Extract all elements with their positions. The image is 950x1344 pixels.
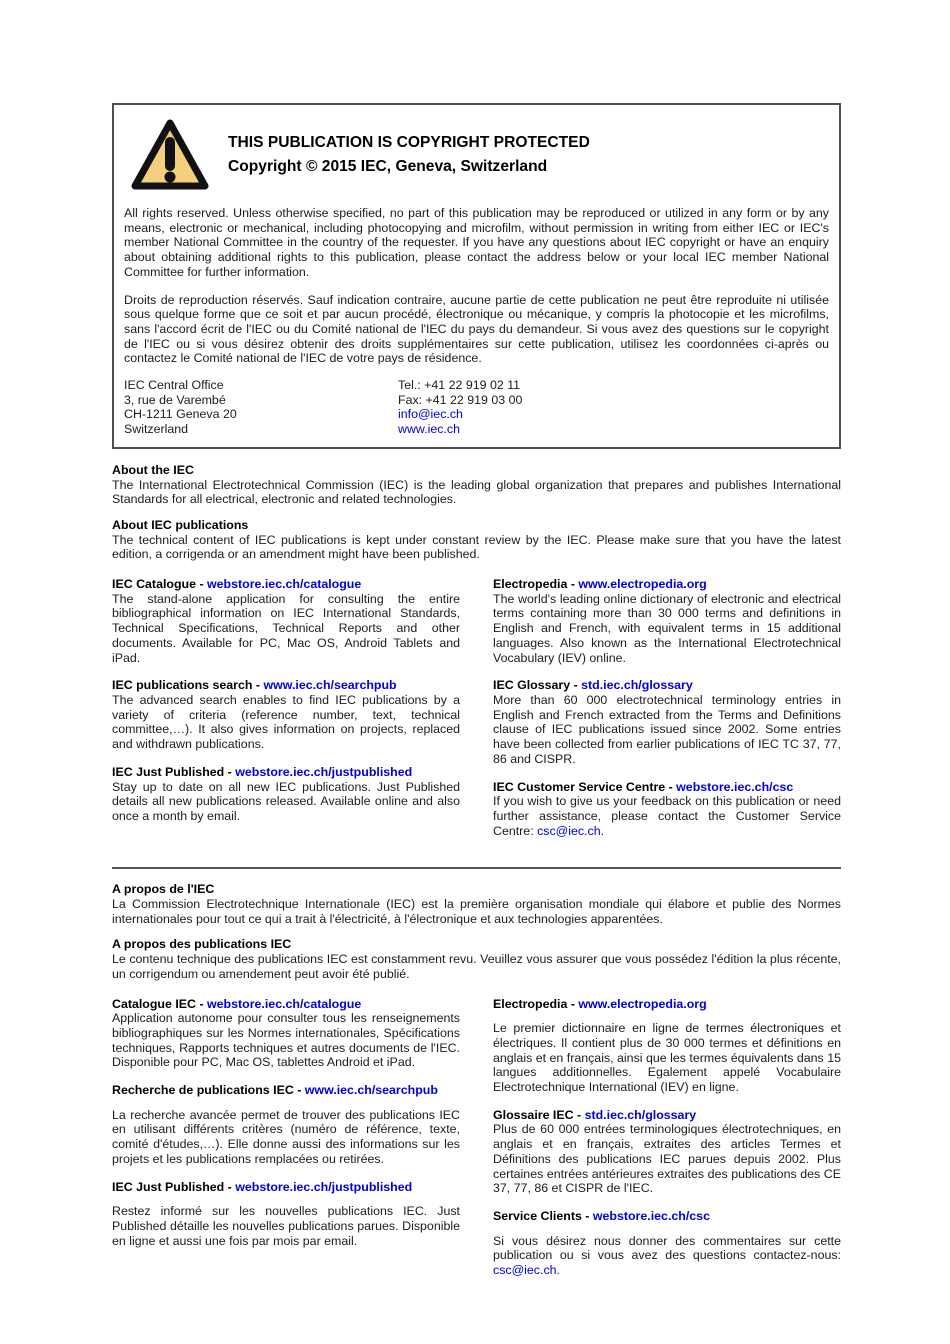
address-line: Switzerland (124, 422, 189, 437)
copyright-titles (228, 134, 590, 176)
address-line: CH-1211 Geneva 20 (124, 407, 237, 422)
contact-web-link[interactable]: www.iec.ch (398, 422, 460, 437)
pub-title: IEC Just Published (112, 1179, 225, 1194)
pub-separator: - (573, 1107, 585, 1122)
pub-heading (493, 577, 841, 592)
pub-separator: - (581, 1208, 593, 1223)
pub-separator: - (252, 678, 264, 693)
about-the-iec-body: The International Electrotechnical Commission (IEC) is the leading global organization that prepares and publishes International Standards for all electrical, electronic and related technologies. (112, 477, 841, 507)
pub-block-iec-just-published (112, 765, 460, 824)
section-english (112, 463, 841, 851)
pub-block-recherche-de-publications-iec (112, 1083, 460, 1167)
pub-separator: - (567, 996, 579, 1011)
pub-separator: - (224, 764, 236, 779)
pub-title: IEC Glossary (493, 678, 571, 693)
contact-block (124, 378, 829, 437)
pub-body-text: . (600, 823, 605, 838)
heading-a-propos-des-publications-iec: A propos des publications IEC (112, 937, 292, 952)
pub-block-electropedia (493, 577, 841, 665)
pub-link[interactable]: webstore.iec.ch/justpublished (235, 764, 413, 779)
pub-block-service-clients (493, 1209, 841, 1278)
pub-title: IEC Catalogue (112, 577, 196, 592)
pub-body (493, 1234, 841, 1278)
about-iec-publications-body: The technical content of IEC publications is kept under constant review by the IEC. Please make sure that you have the latest edition, a corrigenda or an amendment might have been published. (112, 532, 841, 562)
pub-heading (112, 678, 460, 693)
pub-title: Catalogue IEC (112, 996, 196, 1011)
english-columns (112, 577, 841, 851)
english-left-column (112, 577, 460, 851)
address-line: 3, rue de Varembé (124, 392, 226, 407)
a-propos-des-publications-iec-body: Le contenu technique des publications IEC est constamment revu. Veuillez vous assurer que vous possédez l'édition la plus récente, un corrigendum ou amendement peut avoir été publié. (112, 952, 841, 981)
section-french (112, 882, 841, 1290)
pub-title: Service Clients (493, 1208, 582, 1223)
pub-block-iec-publications-search (112, 678, 460, 752)
pub-block-catalogue-iec (112, 997, 460, 1071)
pub-title: Recherche de publications IEC (112, 1083, 294, 1098)
pub-link[interactable]: webstore.iec.ch/csc (676, 779, 794, 794)
pub-separator: - (665, 779, 677, 794)
heading-a-propos-de-l-iec: A propos de l'IEC (112, 882, 215, 897)
english-right-column (493, 577, 841, 851)
pub-title: IEC Customer Service Centre (493, 779, 666, 794)
pub-body: Application autonome pour consulter tous les renseignements bibliographiques sur les Normes internationales, Spécifications techniques, Rapports techniques et autres documents de l'IEC. Disponible pour PC, Mac OS, tablettes Android et iPad. (112, 1011, 460, 1070)
pub-title: Glossaire IEC (493, 1107, 574, 1122)
copyright-title-line1: THIS PUBLICATION IS COPYRIGHT PROTECTED (228, 134, 590, 151)
heading-about-iec-publications: About IEC publications (112, 517, 249, 532)
pub-link[interactable]: webstore.iec.ch/catalogue (207, 577, 362, 592)
pub-body-text: Si vous désirez nous donner des commentaires sur cette publication ou si vous avez des questions contactez-nous: (493, 1233, 841, 1263)
csc-email-link[interactable]: csc@iec.ch (537, 823, 601, 838)
french-columns (112, 997, 841, 1291)
pub-body: Plus de 60 000 entrées terminologiques électrotechniques, en anglais et en français, extraites des articles Termes et Définitions des publications IEC parues depuis 2002. Plus certaines entrées antérieures extraites des publications des CE 37, 77, 86 et CISPR de l'IEC. (493, 1122, 841, 1196)
pub-body: Le premier dictionnaire en ligne de termes électroniques et électriques. Il contient plus de 30 000 termes et définitions en anglais et en français, ainsi que les termes équivalents dans 15 langues additionnelles. Egalement appelé Vocabulaire Electrotechnique International (IEV) en ligne. (493, 1021, 841, 1095)
pub-separator: - (224, 1179, 236, 1194)
pub-block-electropedia-fr (493, 997, 841, 1095)
pub-body: The world's leading online dictionary of electronic and electrical terms containing more than 30 000 terms and definitions in English and French, with equivalent terms in 15 additional languages. Also known as the International Electrotechnical Vocabulary (IEV) online. (493, 591, 841, 665)
pub-body: La recherche avancée permet de trouver des publications IEC en utilisant différents critères (numéro de référence, texte, comité d'études,…). Elle donne aussi des informations sur les projets et les publications remplacées ou retirées. (112, 1107, 460, 1166)
pub-heading (493, 780, 841, 795)
heading-about-the-iec: About the IEC (112, 462, 194, 477)
pub-separator: - (196, 577, 208, 592)
address-column (124, 378, 398, 437)
pub-link[interactable]: webstore.iec.ch/justpublished (235, 1179, 413, 1194)
pub-heading (493, 678, 841, 693)
pub-block-iec-customer-service-centre (493, 780, 841, 839)
pub-body: Restez informé sur les nouvelles publications IEC. Just Published détaille les nouvelles publications parues. Disponible en ligne et aussi une fois par mois par email. (112, 1204, 460, 1248)
csc-email-link[interactable]: csc@iec.ch (493, 1263, 557, 1278)
pub-link[interactable]: www.iec.ch/searchpub (263, 678, 397, 693)
contact-column (398, 378, 829, 437)
pub-heading (112, 1083, 460, 1098)
pub-link[interactable]: www.electropedia.org (578, 577, 707, 592)
pub-heading (493, 1209, 841, 1224)
french-right-column (493, 997, 841, 1291)
pub-body: The advanced search enables to find IEC publications by a variety of criteria (reference number, text, technical committee,…). It also gives information on projects, replaced and withdrawn publications. (112, 692, 460, 752)
contact-fax: Fax: +41 22 919 03 00 (398, 392, 523, 407)
pub-heading (112, 577, 460, 592)
pub-title: IEC Just Published (112, 764, 225, 779)
french-left-column (112, 997, 460, 1291)
pub-link[interactable]: webstore.iec.ch/csc (592, 1208, 710, 1223)
copyright-title-line2: Copyright © 2015 IEC, Geneva, Switzerland (228, 158, 548, 175)
page-content (112, 103, 841, 1291)
pub-body: The stand-alone application for consulting the entire bibliographical information on IEC International Standards, Technical Specifications, Technical Reports and other documents. Available for PC, Mac OS, Android Tablets and iPad. (112, 591, 460, 665)
pub-body: Stay up to date on all new IEC publications. Just Published details all new publications released. Available online and also once a month by email. (112, 779, 460, 823)
pub-link[interactable]: std.iec.ch/glossary (581, 678, 693, 693)
pub-title: IEC publications search (112, 678, 253, 693)
contact-email-link[interactable]: info@iec.ch (398, 407, 463, 422)
copyright-paragraph-french: Droits de reproduction réservés. Sauf indication contraire, aucune partie de cette publication ne peut être reproduite ni utilisée sous quelque forme que ce soit et par aucun procédé, électronique ou mécanique, y compris la photocopie et les microfilms, sans l'accord écrit de l'IEC ou du Comité national de l'IEC du pays du demandeur. Si vous avez des questions sur le copyright de l'IEC ou si vous désirez obtenir des droits supplémentaires sur cette publication, utilisez les coordonnées ci-après ou contactez le Comité national de l'IEC de votre pays de résidence. (124, 292, 829, 366)
pub-block-iec-just-published-fr (112, 1180, 460, 1249)
pub-heading (493, 997, 841, 1012)
pub-title: Electropedia (493, 996, 568, 1011)
pub-separator: - (293, 1083, 305, 1098)
pub-block-glossaire-iec (493, 1108, 841, 1196)
copyright-box (112, 103, 841, 449)
pub-block-iec-catalogue (112, 577, 460, 665)
section-divider (112, 867, 841, 869)
pub-title: Electropedia (493, 577, 568, 592)
pub-heading (112, 997, 460, 1012)
copyright-box-header (124, 117, 829, 193)
pub-body-text: . (556, 1263, 560, 1278)
pub-heading (112, 765, 460, 780)
pub-block-iec-glossary (493, 678, 841, 766)
pub-body: More than 60 000 electrotechnical terminology entries in English and French extracted from the Terms and Definitions clause of IEC publications issued since 2002. Some entries have been collected from earlier publications of IEC TC 37, 77, 86 and CISPR. (493, 692, 841, 766)
pub-body (493, 794, 841, 838)
pub-heading (112, 1180, 460, 1195)
pub-separator: - (570, 678, 582, 693)
pub-separator: - (196, 996, 208, 1011)
contact-tel: Tel.: +41 22 919 02 11 (398, 378, 521, 393)
pub-link[interactable]: www.electropedia.org (578, 996, 707, 1011)
pub-body-text: If you wish to give us your feedback on this publication or need further assistance, please contact the Customer Service Centre: (493, 794, 841, 838)
pub-link[interactable]: webstore.iec.ch/catalogue (207, 996, 362, 1011)
a-propos-de-l-iec-body: La Commission Electrotechnique Internationale (IEC) est la première organisation mondiale qui élabore et publie des Normes internationales pour tout ce qui a trait à l'électricité, à l'électronique et aux technologies apparentées. (112, 897, 841, 926)
pub-link[interactable]: std.iec.ch/glossary (584, 1107, 697, 1122)
address-line: IEC Central Office (124, 378, 224, 393)
pub-separator: - (567, 577, 579, 592)
copyright-paragraph-english: All rights reserved. Unless otherwise specified, no part of this publication may be reproduced or utilized in any form or by any means, electronic or mechanical, including photocopying and microfilm, without permission in writing from either IEC or IEC's member National Committee in the country of the requester. If you have any questions about IEC copyright or have an enquiry about obtaining additional rights to this publication, please contact the address below or your local IEC member National Committee for further information. (124, 206, 829, 279)
warning-triangle-icon (130, 117, 210, 193)
pub-link[interactable]: www.iec.ch/searchpub (304, 1083, 438, 1098)
pub-heading (493, 1108, 841, 1123)
